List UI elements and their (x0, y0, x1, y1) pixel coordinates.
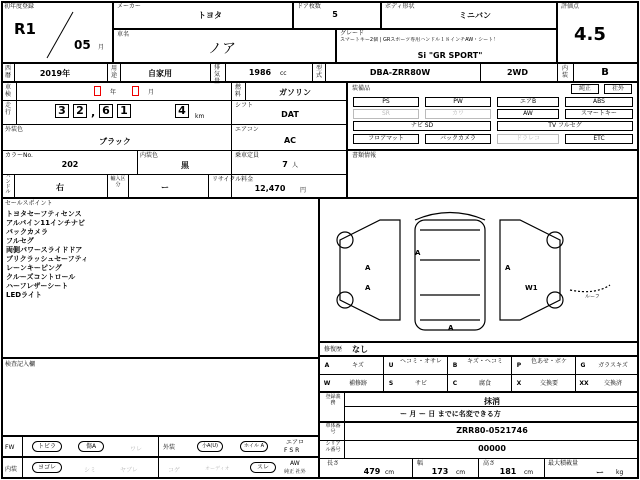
odo-digit: 6 (99, 104, 113, 118)
use-label: 用途 (110, 65, 117, 79)
sales-point: LEDライト (6, 291, 42, 299)
month-unit: 月 (98, 44, 105, 51)
sales-list (6, 210, 306, 300)
carname-value: ノア (208, 41, 236, 57)
legend-desc: ヘコミ・オサレ (400, 358, 442, 365)
int-item: ヤブレ (120, 467, 138, 474)
int-row-label: 内装 (5, 466, 18, 473)
grade-label: グレード (340, 30, 365, 37)
year-label: 初年度登録 (4, 3, 35, 10)
width-value: 173 (431, 467, 449, 476)
genuine-chip: 純正 (571, 84, 599, 94)
damage-history-label: 修復歴 (324, 346, 343, 353)
sales-label: セールスポイント (5, 200, 53, 207)
carname-label: 車名 (117, 31, 130, 38)
disp-label: 排気量 (213, 64, 220, 85)
damage-mark: A (365, 284, 371, 292)
legend-code: G (580, 362, 586, 369)
fw-item: トビラ (32, 441, 62, 452)
registration-label: 登録義務 (325, 394, 341, 406)
aw-label: AW (290, 460, 300, 467)
model-label: 型式 (315, 65, 322, 79)
legend-desc: 色あせ・ボケ (530, 358, 567, 365)
doors-value: 5 (332, 10, 338, 19)
equip-navi: ナビ SD (353, 121, 491, 131)
equip-smartkey: スマートキー (565, 109, 633, 119)
drive-value: 2WD (506, 68, 529, 77)
equip-leather: カワ (425, 109, 491, 119)
recycle-label: リサイクル料金 (212, 176, 254, 183)
legend-code: U (388, 362, 394, 369)
odo-digit: 3 (55, 104, 69, 118)
chassis-label: 車体番号 (325, 423, 341, 435)
odo-label: 走行 (4, 102, 11, 116)
serial-value: 00000 (478, 444, 506, 453)
odo-unit: km (195, 113, 205, 120)
interior-value: B (601, 67, 609, 78)
int-color-label: 内装色 (140, 152, 159, 159)
odo-digit: 2 (73, 104, 87, 118)
damage-mark: A (365, 264, 371, 272)
int-item: ヨゴレ (32, 462, 62, 473)
equip-dashcam: ドラレコ (497, 134, 559, 144)
aftermarket-chip: 社外 (604, 84, 632, 94)
capacity-value: 7 (282, 160, 288, 169)
height-value: 181 (499, 467, 517, 476)
equip-sr: SR (353, 109, 419, 119)
inspection-year-unit: 年 (110, 89, 117, 96)
shift-value: DAT (281, 110, 299, 119)
grade-note: スマートキー2個 | GRスポーツ専用ハンドル１８インチAW・シート！ (340, 37, 499, 43)
equip-etc: ETC (565, 134, 633, 144)
int-item: シミ (84, 467, 97, 474)
length-label: 長さ (326, 460, 339, 467)
sales-point: アルパイン11インチナビ (6, 219, 85, 227)
notes-label: 書類情報 (352, 152, 377, 159)
odometer (55, 100, 235, 122)
handle-label: ハンドル (5, 174, 11, 195)
int-color-value: 黒 (181, 161, 189, 170)
car-diagram (320, 200, 620, 340)
body-value: ミニバン (459, 11, 491, 20)
inspection-month-unit: 月 (148, 89, 155, 96)
fw-label: FW (5, 444, 15, 451)
fw-item: ワレ (130, 446, 143, 453)
ext-label: 外装 (163, 444, 176, 451)
width-label: 幅 (416, 460, 423, 467)
body-label: ボディ形状 (385, 3, 415, 10)
equip-floormat: フロアマット (353, 134, 419, 144)
width-unit: cm (456, 469, 466, 476)
length-unit: cm (385, 469, 395, 476)
inspector-notes-label: 検査記入欄 (5, 361, 36, 368)
length-value: 479 (363, 467, 381, 476)
sales-point: レーンキーピング (6, 264, 62, 272)
ext-item: ホイル A (240, 441, 268, 452)
year-slash (45, 10, 75, 60)
serial-label: シリアル番号 (325, 441, 341, 453)
model-value: DBA-ZRR80W (369, 68, 431, 77)
odo-comma: , (91, 106, 96, 119)
legend-desc: 交換要 (539, 380, 558, 387)
score-label: 評価点 (561, 3, 580, 10)
sales-point: 両側パワースライドドア (6, 246, 83, 254)
legend-code: S (388, 380, 394, 387)
legend-desc: 補修跡 (348, 380, 367, 387)
sales-point: プリクラッシュセーフティ (6, 255, 89, 263)
fuel-value: ガソリン (279, 88, 311, 97)
damage-mark: W1 (525, 284, 538, 292)
legend-code: A (324, 362, 330, 369)
score-value: 4.5 (574, 24, 606, 45)
int-item: スレ (250, 462, 276, 473)
sales-point: ハーフレザーシート (6, 282, 69, 290)
equipment-label: 装備品 (352, 85, 371, 92)
month-value: 05 (74, 38, 91, 52)
disp-value: 1986 (248, 68, 272, 77)
legend-code: XX (579, 380, 589, 387)
aero-sub: F S R (284, 447, 300, 454)
odo-digit: 1 (117, 104, 131, 118)
ext-color-label: 外装色 (5, 126, 24, 133)
equip-abs: ABS (565, 97, 633, 107)
doors-label: ドア枚数 (297, 3, 321, 10)
chassis-value: ZRR80-0521746 (456, 426, 528, 435)
inspection-month-box (132, 86, 139, 96)
sales-point: トヨタセーフティセンス (6, 210, 82, 218)
inspection-label: 車検 (4, 84, 11, 98)
wareki-label: 西暦 (4, 65, 11, 79)
load-label: 最大積載量 (548, 460, 579, 467)
interior-label: 内装 (561, 65, 568, 79)
legend-code: X (516, 380, 522, 387)
damage-mark: A (415, 249, 421, 257)
ac-value: AC (283, 136, 297, 145)
legend-code: B (452, 362, 458, 369)
height-unit: cm (524, 469, 534, 476)
damage-mark: A (448, 324, 454, 332)
legend-desc: サビ (414, 380, 427, 387)
equip-airbag: エアB (497, 97, 559, 107)
inspector-notes-block (1, 358, 319, 436)
registration-status: 抹消 (484, 397, 500, 406)
maker-label: メーカー (117, 3, 141, 10)
sales-point: クルーズコントロール (6, 273, 76, 281)
equip-pw: PW (425, 97, 491, 107)
registration-deadline: ー 月 ー 日 までに名変できる方 (400, 410, 501, 418)
legend-desc: キズ (352, 362, 364, 369)
shift-label: シフト (235, 102, 254, 109)
load-unit: kg (616, 469, 624, 476)
capacity-unit: 人 (292, 162, 299, 169)
equip-backcam: バックカメラ (425, 134, 491, 144)
legend-code: W (323, 380, 331, 387)
legend-desc: ガラスキズ (598, 362, 628, 369)
ext-item: 小A(U) (197, 441, 223, 452)
equip-tv: TV フルセグ (497, 121, 633, 131)
sales-point: フルセグ (6, 237, 34, 245)
color-no-label: カラーNo. (5, 152, 33, 159)
legend-code: C (452, 380, 458, 387)
ac-label: エアコン (235, 126, 259, 133)
year-value: R1 (14, 20, 36, 38)
disp-unit: cc (280, 70, 287, 77)
legend-desc: 交換済 (603, 380, 622, 387)
aero-label: エアロ (286, 439, 305, 446)
load-value: ー (596, 468, 604, 477)
roof-note: ルーフ (585, 294, 600, 300)
damage-history-value: なし (352, 345, 368, 354)
inspection-year-box (94, 86, 101, 96)
grade-value: Si "GR SPORT" (417, 51, 483, 60)
sales-point: バックカメラ (6, 228, 48, 236)
equip-ps: PS (353, 97, 419, 107)
height-label: 高さ (482, 460, 495, 467)
aw-sub: 純正 社外 (284, 469, 306, 475)
recycle-value: 12,470 (254, 184, 286, 193)
legend-code: P (516, 362, 522, 369)
equip-aw: AW (497, 109, 559, 119)
handle-value: 右 (56, 183, 64, 192)
int-item: コゲ (168, 467, 181, 474)
int-item: オーディオ (205, 466, 230, 472)
use-value: 自家用 (148, 69, 172, 78)
ext-color-value: ブラック (99, 137, 131, 146)
capacity-label: 乗車定員 (235, 152, 260, 159)
import-label: 輸入区分 (110, 176, 126, 188)
import-value: ー (161, 183, 169, 192)
notes-block (347, 150, 639, 198)
maker-value: トヨタ (198, 11, 222, 20)
odo-digit: 4 (175, 104, 189, 118)
fw-item: 傷A (78, 441, 104, 452)
legend-desc: キズ・ヘコミ (467, 358, 503, 365)
color-no-value: 202 (61, 160, 79, 169)
wareki-value: 2019年 (39, 69, 71, 78)
damage-mark: A (505, 264, 511, 272)
legend-desc: 腐食 (478, 380, 491, 387)
fuel-label: 燃料 (234, 84, 241, 98)
recycle-unit: 円 (300, 187, 307, 194)
